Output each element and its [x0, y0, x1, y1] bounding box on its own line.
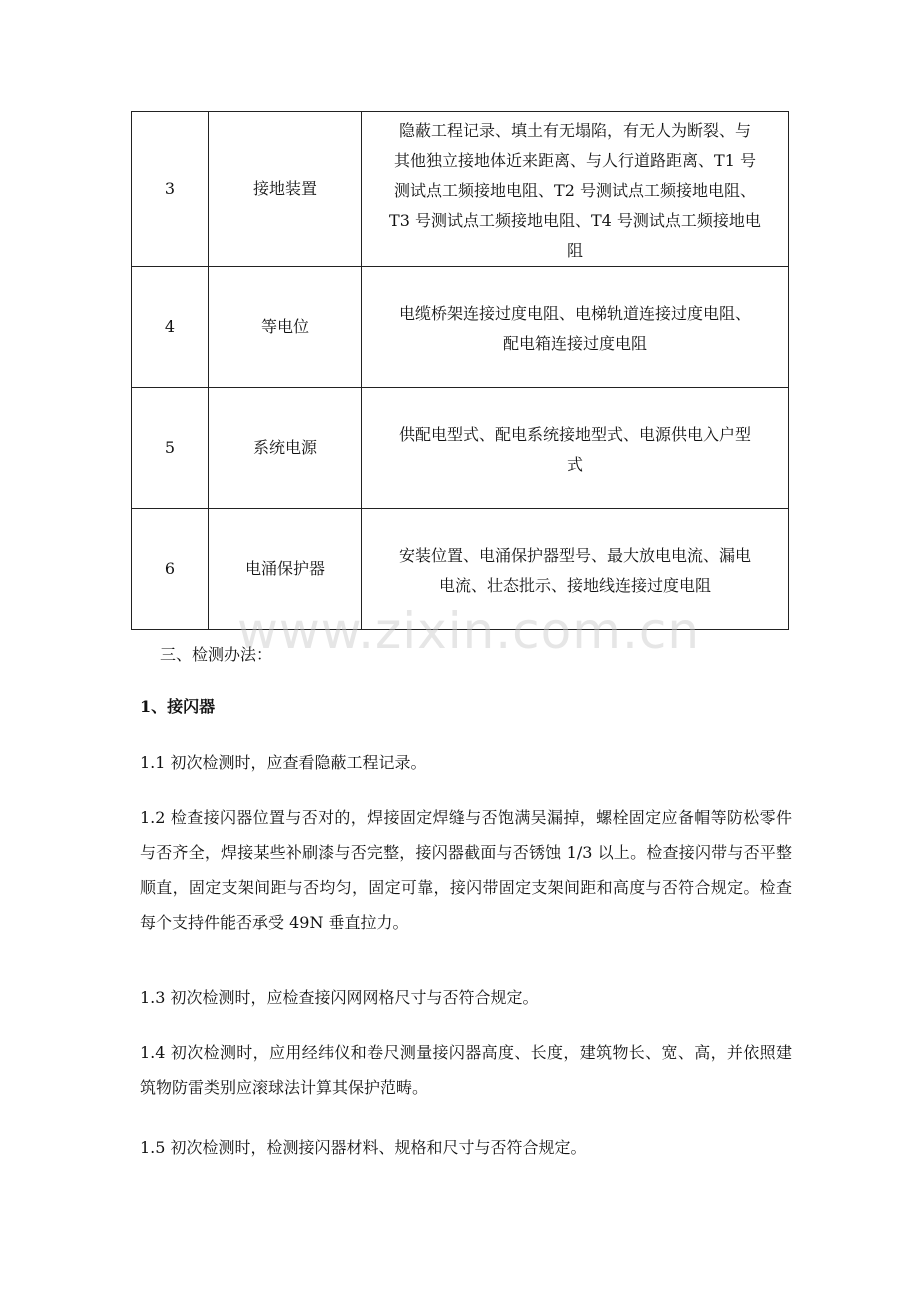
- content-line: 安装位置、电涌保护器型号、最大放电电流、漏电: [398, 545, 751, 565]
- row-item-name: 电涌保护器: [209, 509, 362, 630]
- row-number: 3: [132, 112, 209, 267]
- content-line: 电缆桥架连接过度电阻、电梯轨道连接过度电阻、: [398, 303, 751, 323]
- paragraph-1-2: 1.2 检查接闪器位置与否对的，焊接固定焊缝与否饱满吴漏掉，螺栓固定应备帽等防松零件与否齐全，焊接某些补刷漆与否完整，接闪器截面与否锈蚀 1/3 以上。检查接闪带与否平整顺直，固定支架间距与否均匀，固定可靠，接闪带固定支架间距和高度与否符合规定。检查每个支持件能否承受 49N 垂直拉力。: [140, 808, 792, 932]
- table-row: [132, 267, 789, 388]
- row-item-content: [362, 388, 789, 509]
- content-line: 配电箱连接过度电阻: [502, 333, 647, 353]
- row-item-name: 接地装置: [209, 112, 362, 267]
- content-line: T3 号测试点工频接地电阻、T4 号测试点工频接地电: [389, 210, 761, 230]
- content-line: 式: [566, 454, 583, 474]
- paragraph-1-1: 1.1 初次检测时，应查看隐蔽工程记录。: [140, 753, 427, 772]
- row-number: 6: [132, 509, 209, 630]
- inspection-items-table: [131, 111, 789, 630]
- row-item-content: [362, 112, 789, 267]
- paragraph-1-5: 1.5 初次检测时，检测接闪器材料、规格和尺寸与否符合规定。: [140, 1138, 587, 1157]
- row-item-content: [362, 509, 789, 630]
- paragraph-1-3: 1.3 初次检测时，应检查接闪网网格尺寸与否符合规定。: [140, 988, 539, 1007]
- content-line: 其他独立接地体近来距离、与人行道路距离、T1 号: [394, 150, 756, 170]
- content-line: 隐蔽工程记录、填土有无塌陷，有无人为断裂、与: [398, 120, 751, 140]
- table-row: [132, 509, 789, 630]
- content-line: 供配电型式、配电系统接地型式、电源供电入户型: [398, 424, 751, 444]
- table-row: [132, 112, 789, 267]
- content-line: 电流、壮态批示、接地线连接过度电阻: [438, 575, 711, 595]
- row-item-content: [362, 267, 789, 388]
- content-line: 阻: [566, 240, 583, 260]
- row-item-name: 系统电源: [209, 388, 362, 509]
- sub-heading: 1、接闪器: [140, 697, 216, 716]
- row-number: 5: [132, 388, 209, 509]
- watermark: www.zixin.com.cn: [237, 602, 701, 660]
- row-item-name: 等电位: [209, 267, 362, 388]
- table-row: [132, 388, 789, 509]
- row-number: 4: [132, 267, 209, 388]
- content-line: 测试点工频接地电阻、T2 号测试点工频接地电阻、: [394, 180, 756, 200]
- section-heading: 三、检测办法：: [160, 645, 273, 664]
- paragraph-1-4: 1.4 初次检测时，应用经纬仪和卷尺测量接闪器高度、长度，建筑物长、宽、高，并依照建筑物防雷类别应滚球法计算其保护范畴。: [140, 1043, 792, 1097]
